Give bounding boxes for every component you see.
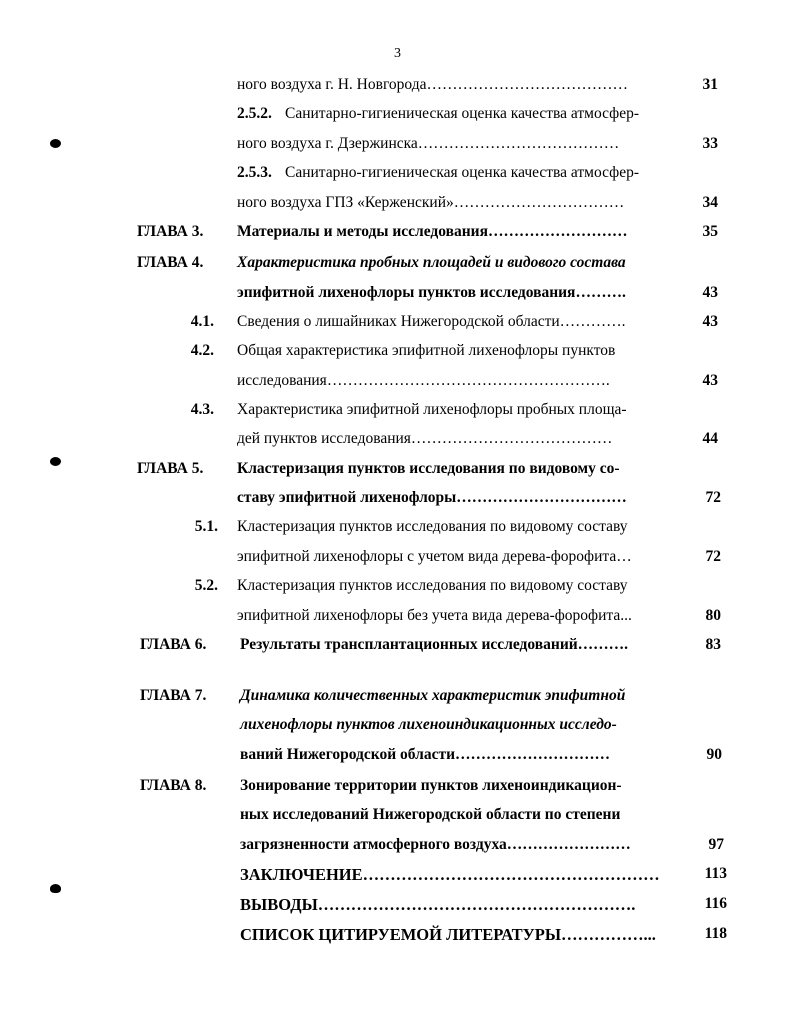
chapter-title: ных исследований Нижегородской области по степени bbox=[240, 806, 621, 823]
toc-page: 44 bbox=[702, 430, 718, 447]
toc-page: 34 bbox=[702, 194, 718, 211]
page-number: 3 bbox=[394, 46, 401, 61]
chapter-title: Динамика количественных характеристик эпифитной bbox=[240, 687, 626, 704]
toc-page: 43 bbox=[702, 313, 718, 330]
section-number: 5.1. bbox=[194, 518, 218, 535]
chapter-label: ГЛАВА 8. bbox=[140, 777, 207, 794]
toc-section-number: 2.5.3. bbox=[237, 164, 272, 181]
toc-page: 90 bbox=[706, 746, 722, 763]
toc-references: СПИСОК ЦИТИРУЕМОЙ ЛИТЕРАТУРЫ……………... bbox=[240, 925, 656, 944]
chapter-title: ставу эпифитной лихенофлоры…………………………… bbox=[237, 489, 627, 506]
toc-page: 113 bbox=[704, 865, 727, 882]
section-title: Сведения о лишайниках Нижегородской области…………. bbox=[237, 313, 626, 330]
section-title: Характеристика эпифитной лихенофлоры пробных площа- bbox=[237, 401, 627, 418]
toc-page: 80 bbox=[705, 607, 721, 624]
chapter-title: Кластеризация пунктов исследования по видовому со- bbox=[237, 460, 620, 477]
chapter-label: ГЛАВА 3. bbox=[137, 223, 204, 240]
margin-mark-1 bbox=[50, 139, 61, 148]
toc-page: 72 bbox=[705, 489, 721, 506]
section-title: дей пунктов исследования………………………………… bbox=[237, 430, 613, 447]
toc-page: 35 bbox=[702, 223, 718, 240]
chapter-title: эпифитной лихенофлоры пунктов исследования………. bbox=[237, 284, 626, 301]
toc-page: 43 bbox=[702, 372, 718, 389]
chapter-title: Характеристика пробных площадей и видового состава bbox=[237, 254, 626, 271]
toc-line: Санитарно-гигиеническая оценка качества атмосфер- bbox=[285, 164, 640, 181]
margin-mark-2 bbox=[50, 457, 61, 466]
toc-findings: ВЫВОДЫ…………………………………………………. bbox=[240, 895, 636, 914]
chapter-title: Результаты трансплантационных исследований………. bbox=[240, 636, 629, 653]
toc-page: 97 bbox=[708, 836, 724, 853]
section-title: Кластеризация пунктов исследования по видовому составу bbox=[237, 577, 628, 594]
chapter-title: Материалы и методы исследования……………………… bbox=[237, 223, 628, 240]
toc-line: ного воздуха ГПЗ «Керженский»…………………………… bbox=[237, 194, 625, 211]
section-title: эпифитной лихенофлоры без учета вида дерева-форофита... bbox=[237, 607, 632, 624]
section-title: Кластеризация пунктов исследования по видовому составу bbox=[237, 518, 628, 535]
toc-page: 31 bbox=[702, 76, 718, 93]
section-title: эпифитной лихенофлоры с учетом вида дерева-форофита… bbox=[237, 548, 632, 565]
section-number: 4.3. bbox=[190, 401, 214, 418]
toc-page: 33 bbox=[702, 135, 718, 152]
toc-page: 118 bbox=[704, 925, 727, 942]
chapter-title: Зонирование территории пунктов лихеноиндикацион- bbox=[240, 777, 622, 794]
margin-mark-3 bbox=[50, 884, 61, 893]
section-title: исследования………………………………………………. bbox=[237, 372, 610, 389]
chapter-title: лихенофлоры пунктов лихеноиндикационных исследо- bbox=[240, 716, 617, 733]
chapter-label: ГЛАВА 4. bbox=[137, 254, 204, 271]
chapter-label: ГЛАВА 7. bbox=[140, 687, 207, 704]
section-title: Общая характеристика эпифитной лихенофлоры пунктов bbox=[237, 342, 616, 359]
toc-page: 43 bbox=[702, 284, 718, 301]
chapter-title: ваний Нижегородской области………………………… bbox=[240, 746, 611, 763]
toc-page: 72 bbox=[705, 548, 721, 565]
toc-page: 116 bbox=[704, 895, 727, 912]
toc-line: ного воздуха г. Н. Новгорода………………………………… bbox=[237, 76, 628, 93]
toc-line: ного воздуха г. Дзержинска………………………………… bbox=[237, 135, 620, 152]
toc-conclusion: ЗАКЛЮЧЕНИЕ……………………………………………… bbox=[240, 865, 660, 884]
section-number: 4.1. bbox=[190, 313, 214, 330]
chapter-label: ГЛАВА 5. bbox=[137, 460, 204, 477]
chapter-label: ГЛАВА 6. bbox=[140, 636, 207, 653]
toc-page: 83 bbox=[705, 636, 721, 653]
toc-section-number: 2.5.2. bbox=[237, 105, 272, 122]
section-number: 5.2. bbox=[194, 577, 218, 594]
toc-line: Санитарно-гигиеническая оценка качества атмосфер- bbox=[285, 105, 640, 122]
chapter-title: загрязненности атмосферного воздуха…………………… bbox=[240, 836, 631, 853]
section-number: 4.2. bbox=[190, 342, 214, 359]
